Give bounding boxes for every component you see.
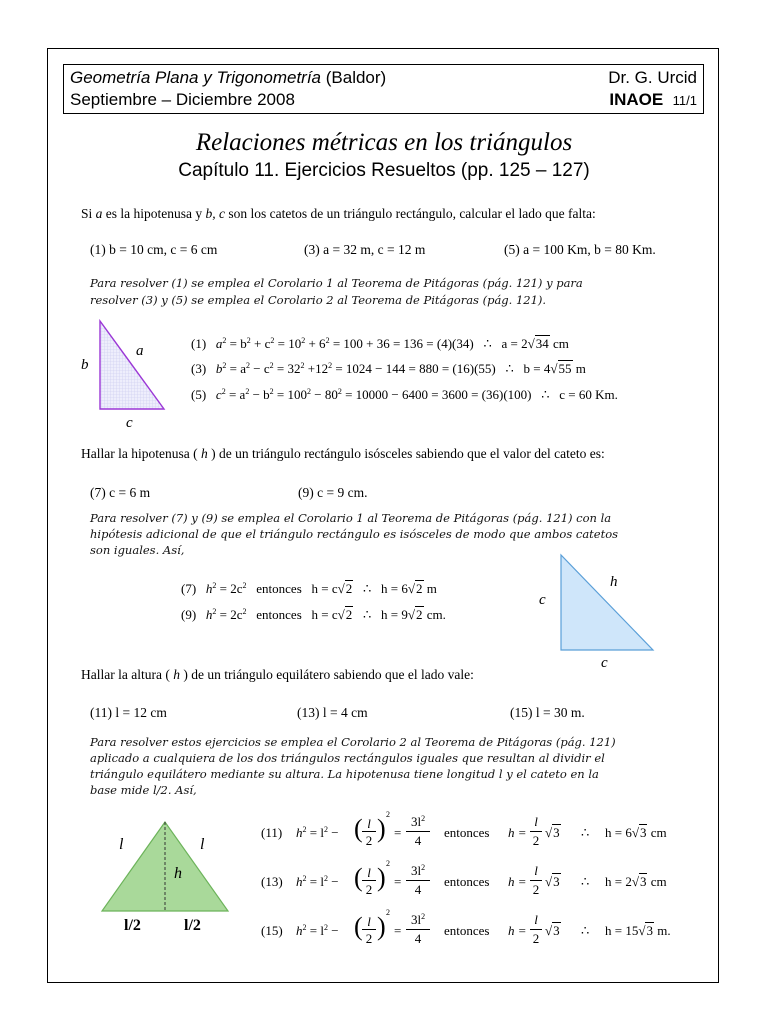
page-subtitle: Capítulo 11. Ejercicios Resueltos (pp. 125 – 127) bbox=[178, 160, 590, 181]
problem-15: (15) l = 30 m. bbox=[510, 705, 585, 720]
label-c: c bbox=[126, 415, 133, 431]
problem-3: (3) a = 32 m, c = 12 m bbox=[304, 242, 426, 257]
solution-5: (5) $c^2 = a^2 - b^2 = 100^2 - 80^2 = 10000 - 6400 = 3600 = (36)(100)$ ∴ c = 60 Km. bbox=[191, 387, 618, 402]
institution-page: INAOE 11/1 bbox=[609, 90, 697, 109]
label-c-base: c bbox=[601, 655, 608, 671]
problem-1: (1) b = 10 cm, c = 6 cm bbox=[90, 242, 218, 257]
section3-note-line4: base mide l/2. Así, bbox=[90, 783, 197, 797]
label-l-right: l bbox=[200, 836, 205, 853]
section2-note-line3: son iguales. Así, bbox=[90, 543, 185, 557]
problem-9: (9) c = 9 cm. bbox=[298, 485, 368, 500]
label-a: a bbox=[136, 343, 144, 359]
section2-note-line1: Para resolver (7) y (9) se emplea el Corolario 1 al Teorema de Pitágoras (pág. 121) con la bbox=[90, 511, 612, 525]
document-page: Geometría Plana y Trigonometría (Baldor) Septiembre – Diciembre 2008 Dr. G. Urcid INAOE 11/1 Relaciones métricas en los triángulos Capítulo 11. Ejercicios Resueltos (pp. 125 – 127) Si a es la hipotenusa y b, c son los catetos de un triángulo rectángulo, calcular el lado que falta: (1) b = 10 cm, c = 6 cm (3) a = 32 m, c = 12 m (5) a = 100 Km, b = 80 Km. Para resolver (1) se emplea el Corolario 1 al Teorema de Pitágoras (pág. 121) y para resolver (3) y (5) se emplea el Corolario 2 al Teorema de Pitágoras (pág. 121). b a c (1) $a^2 = b^2 + c^2 = 10^2 + 6^2 = 100 + 36 = 136 = (4)(34)$ ∴ a = 2√34 cm (3) $b^2 = a^2 - c^2 = 32^2 +12^2 = 1024 - 144 = 880 = (16)(55)$ ∴ b = 4√55 m (5) $c^2 = a^2 - b^2 = 100^2 - 80^2 = 10000 - 6400 = 3600 = (36)(100)$ ∴ c = 60 Km. Hallar la hipotenusa ( h ) de un triángulo rectángulo isósceles sabiendo que el valor del cateto es: (7) c = 6 m (9) c = 9 cm. Para resolver (7) y (9) se emplea el Corolario 1 al Teorema de Pitágoras (pág. 121) con la hipótesis adicional de que el triángulo rectángulo es isósceles de modo que ambos catetos son iguales. Así, (7) $h^2 = 2c^2$ entonces h = c√2 ∴ h = 6√2 m (9) $h^2 = 2c^2$ entonces h = c√2 ∴ h = 9√2 cm. c h c Hallar la altura ( h ) de un triángulo equilátero sabiendo que el lado vale: (11) l = 12 cm (13) l = 4 cm (15) l = 30 m. Para resolver estos ejercicios se emplea el Corolario 2 al Teorema de Pitágoras (pág. 121) aplicado a cualquiera de los dos triángulos rectángulos iguales que resultan al dividir el triángulo equilátero mediante su altura. La hipotenusa tiene longitud l y el cateto en la base mide l/2. Así, l l h l/2 l/2 (11) $h^2 = l^2$ − ( l 2 ) 2 = $3l^2$ 4 entonces h = l 2 √3 ∴ h = 6√3 cm (13) $h^2 = l^2$ − ( l 2 ) 2 = $3l^2$ 4 entonces h = l 2 √3 ∴ h = 2√3 cm (15) $h^2 = l^2$ − ( l 2 ) 2 = $3l^2$ 4 entonces h = l 2 √3 ∴ h = 15√3 m. bbox=[47, 48, 719, 983]
label-c-side: c bbox=[539, 592, 546, 608]
problem-11: (11) l = 12 cm bbox=[90, 705, 167, 720]
problem-7: (7) c = 6 m bbox=[90, 485, 151, 500]
section1-intro: Si a es la hipotenusa y b, c son los catetos de un triángulo rectángulo, calcular el lado que falta: bbox=[81, 206, 596, 221]
solution-7: (7) $h^2 = 2c^2$ entonces h = c√2 ∴ h = 6√2 m bbox=[181, 581, 437, 596]
problem-13: (13) l = 4 cm bbox=[297, 705, 368, 720]
section3-note-line2: aplicado a cualquiera de los dos triángulos rectángulos iguales que resultan al dividir el bbox=[90, 751, 605, 765]
problem-5: (5) a = 100 Km, b = 80 Km. bbox=[504, 242, 656, 257]
label-half-right: l/2 bbox=[184, 917, 201, 934]
label-b: b bbox=[81, 357, 89, 373]
isosceles-right-triangle-figure bbox=[559, 553, 655, 653]
section3-intro: Hallar la altura ( h ) de un triángulo equilátero sabiendo que el lado vale: bbox=[81, 667, 474, 682]
section2-note-line2: hipótesis adicional de que el triángulo rectángulo es isósceles de modo que ambos catetos bbox=[90, 527, 619, 541]
label-h: h bbox=[610, 574, 618, 590]
section3-note-line1: Para resolver estos ejercicios se emplea el Corolario 2 al Teorema de Pitágoras (pág. 121) bbox=[90, 735, 616, 749]
solution-1: (1) $a^2 = b^2 + c^2 = 10^2 + 6^2 = 100 + 36 = 136 = (4)(34)$ ∴ a = 2√34 cm bbox=[191, 336, 569, 351]
section1-note-line2: resolver (3) y (5) se emplea el Corolario 2 al Teorema de Pitágoras (pág. 121). bbox=[90, 293, 547, 307]
solution-9: (9) $h^2 = 2c^2$ entonces h = c√2 ∴ h = 9√2 cm. bbox=[181, 607, 446, 622]
label-l-left: l bbox=[119, 836, 124, 853]
section2-intro: Hallar la hipotenusa ( h ) de un triángulo rectángulo isósceles sabiendo que el valor del cateto es: bbox=[81, 446, 605, 461]
page-title: Relaciones métricas en los triángulos bbox=[195, 129, 573, 156]
equilateral-triangle-figure bbox=[100, 820, 232, 914]
label-half-left: l/2 bbox=[124, 917, 141, 934]
solution-3: (3) $b^2 = a^2 - c^2 = 32^2 +12^2 = 1024 - 144 = 880 = (16)(55)$ ∴ b = 4√55 m bbox=[191, 361, 586, 376]
author-name: Dr. G. Urcid bbox=[608, 68, 697, 87]
semester-dates: Septiembre – Diciembre 2008 bbox=[70, 90, 295, 109]
section1-note-line1: Para resolver (1) se emplea el Corolario 1 al Teorema de Pitágoras (pág. 121) y para bbox=[90, 276, 583, 290]
header-box bbox=[63, 64, 704, 114]
right-triangle-figure bbox=[98, 319, 168, 411]
label-height-h: h bbox=[174, 865, 182, 882]
section3-note-line3: triángulo equilátero mediante su altura. La hipotenusa tiene longitud l y el cateto en la bbox=[90, 767, 599, 781]
course-title: Geometría Plana y Trigonometría (Baldor) bbox=[70, 68, 387, 87]
